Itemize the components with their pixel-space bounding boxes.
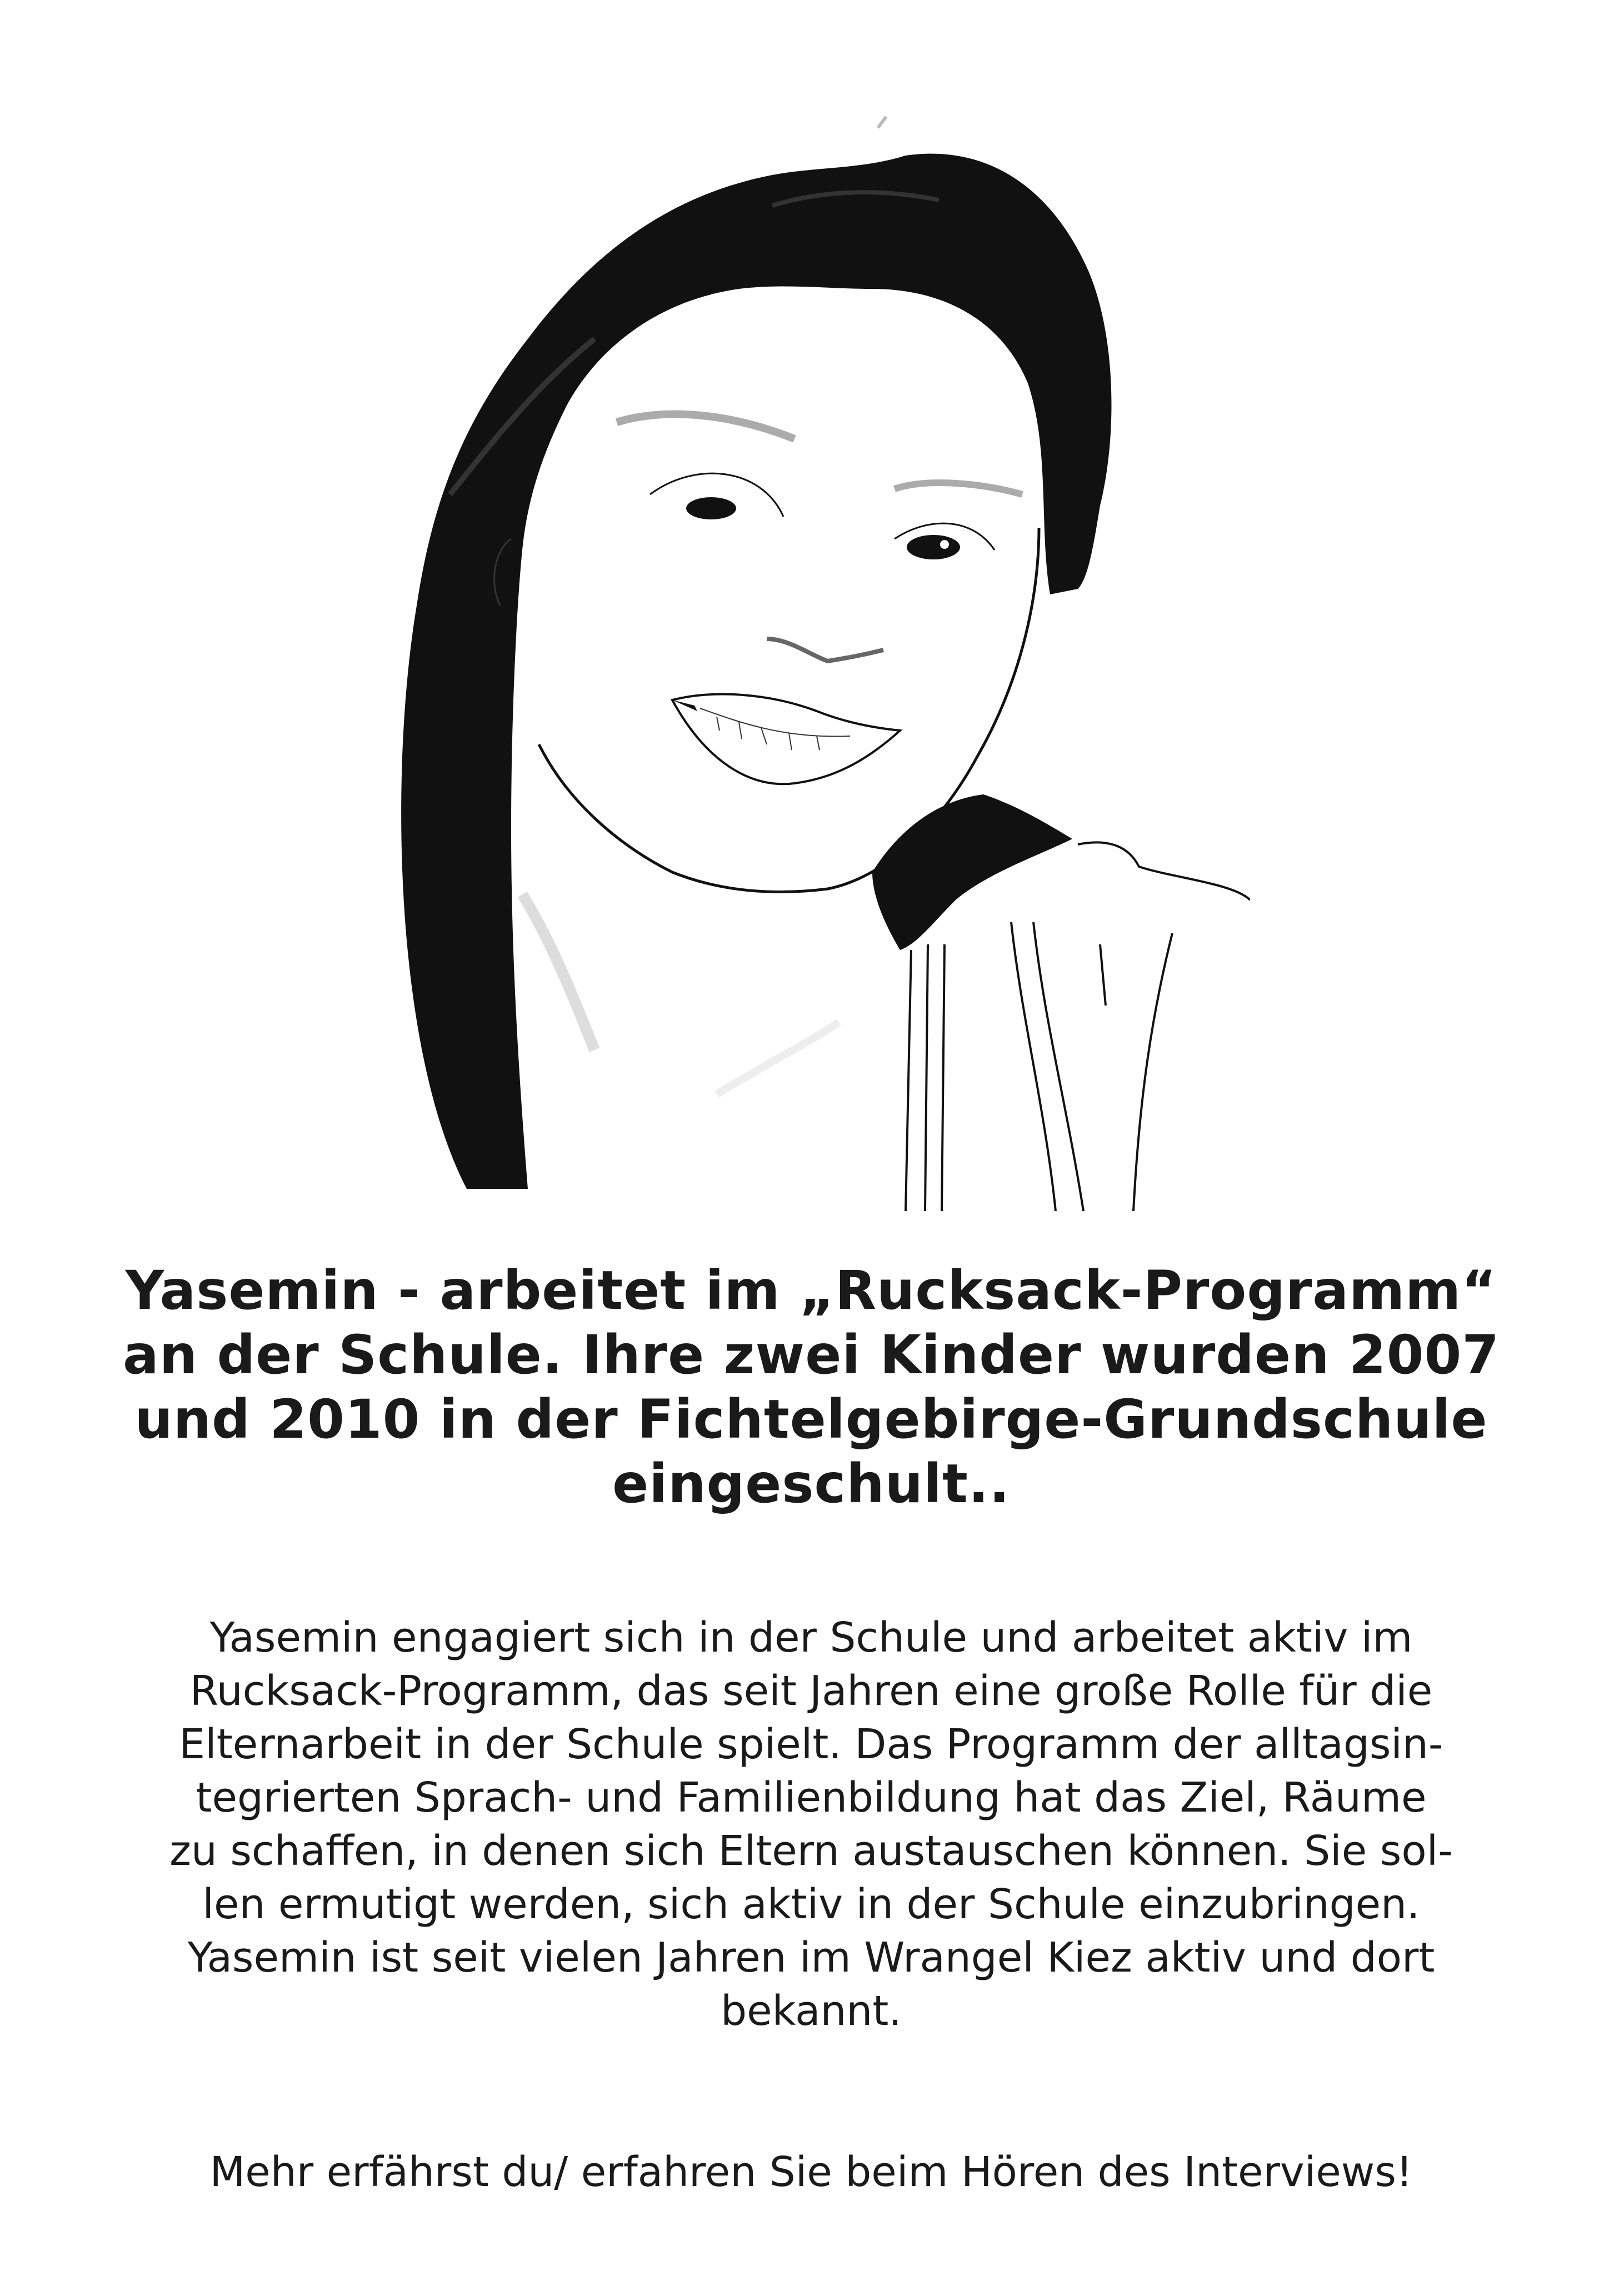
hair — [401, 154, 1111, 1189]
body-line: Elternarbeit in der Schule spielt. Das Programm der alltagsin- — [179, 1720, 1443, 1768]
headline-line: an der Schule. Ihre zwei Kinder wurden 2007 — [122, 1324, 1500, 1386]
shirt-lines — [906, 922, 1172, 1211]
interview-note: Mehr erfährst du/ erfahren Sie beim Hören des Interviews! — [209, 2148, 1413, 2196]
stray-stroke — [878, 117, 886, 128]
body-line: zu schaffen, in denen sich Eltern austauschen können. Sie sol- — [169, 1827, 1453, 1875]
headline — [67, 1258, 1556, 1516]
shoulder — [1078, 842, 1250, 900]
mouth — [672, 694, 900, 784]
right-eye — [907, 535, 960, 559]
body-line: Yasemin ist seit vielen Jahren im Wrangel Kiez aktiv und dort — [187, 1934, 1435, 1982]
body-line: tegrierten Sprach- und Familienbildung hat das Ziel, Räume — [196, 1774, 1427, 1822]
headline-line: und 2010 in der Fichtelgebirge-Grundschule — [134, 1388, 1488, 1450]
nose — [767, 639, 883, 661]
scarf — [872, 794, 1072, 950]
headline-line: Yasemin - arbeitet im „Rucksack-Programm“ — [125, 1259, 1497, 1322]
body-line: bekannt. — [721, 1987, 902, 2035]
body-line: Yasemin engagiert sich in der Schule und arbeitet aktiv im — [209, 1614, 1413, 1662]
body-line: Rucksack-Programm, das seit Jahren eine große Rolle für die — [189, 1667, 1433, 1715]
body-paragraph — [67, 1611, 1556, 2038]
portrait-illustration — [383, 106, 1250, 1211]
left-eye — [686, 497, 736, 519]
headline-line: eingeschult.. — [612, 1453, 1010, 1515]
right-eyebrow — [895, 483, 1022, 494]
body-line: len ermutigt werden, sich aktiv in der Schule einzubringen. — [202, 1880, 1420, 1928]
left-eyebrow — [617, 414, 794, 439]
